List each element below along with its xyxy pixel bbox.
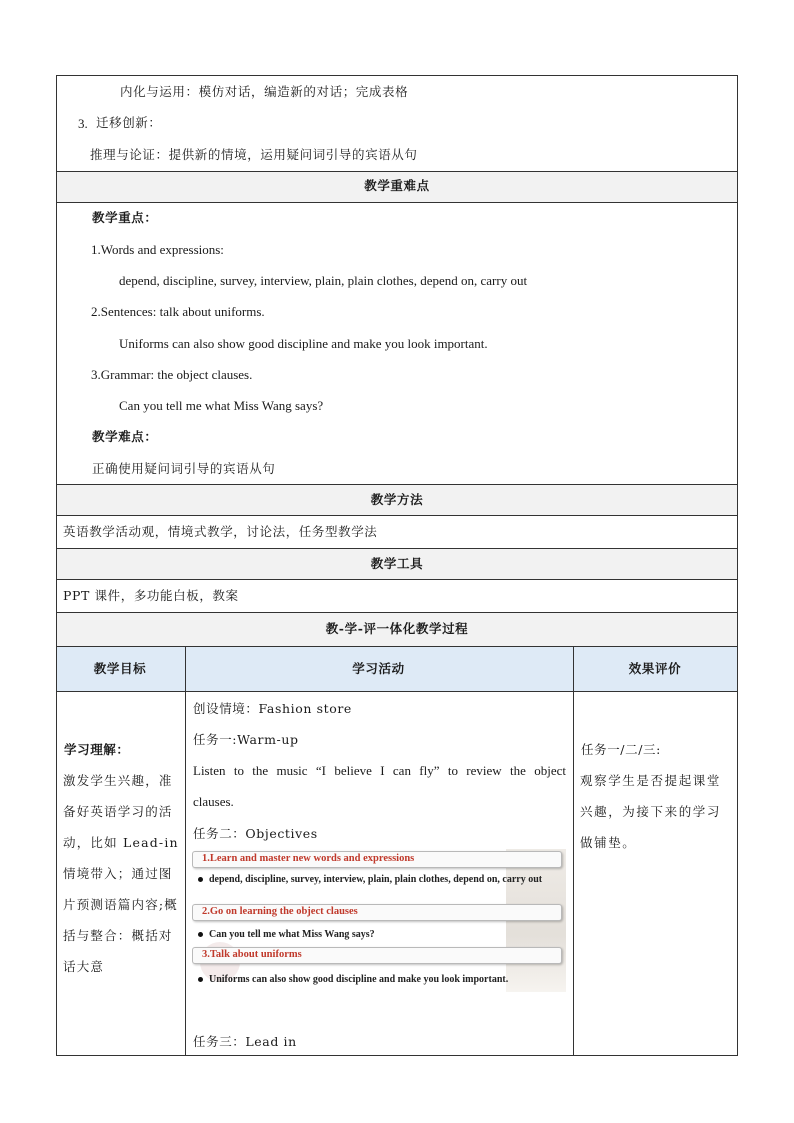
activity-listen: Listen to the music “I believe I can fly” to review the object clauses. — [193, 763, 566, 809]
words-title: 1.Words and expressions: — [91, 242, 224, 257]
divider — [57, 612, 737, 613]
sentences-detail: Uniforms can also show good discipline and make you look important. — [119, 336, 488, 351]
divider — [57, 579, 737, 580]
col-eval-header: 效果评价 — [628, 661, 682, 676]
method-header: 教学方法 — [370, 492, 424, 507]
key-points-header: 教学重难点 — [364, 178, 430, 193]
eval-task: 任务一/二/三: — [581, 742, 661, 757]
top-line-internalize: 内化与运用：模仿对话，编造新的对话；完成表格 — [120, 84, 409, 99]
method-text: 英语教学活动观，情境式教学，讨论法，任务型教学法 — [63, 524, 378, 539]
focus-label: 教学重点： — [92, 210, 158, 225]
col-goal-header: 教学目标 — [93, 661, 147, 676]
objective-title-2: 2.Go on learning the object clauses — [202, 906, 358, 917]
column-divider — [185, 646, 186, 1056]
process-header: 教-学-评一体化教学过程 — [325, 621, 469, 636]
tools-header: 教学工具 — [370, 556, 424, 571]
difficulty-label: 教学难点： — [92, 429, 158, 444]
objective-bullet-2: Can you tell me what Miss Wang says? — [198, 929, 375, 941]
activity-scene: 创设情境：Fashion store — [193, 701, 352, 716]
divider — [57, 646, 737, 647]
top-line-reasoning: 推理与论证：提供新的情境，运用疑问词引导的宾语从句 — [90, 147, 418, 162]
goal-label: 学习理解： — [64, 742, 130, 757]
activity-task1: 任务一:Warm-up — [193, 732, 299, 747]
divider — [57, 515, 737, 516]
divider — [57, 548, 737, 549]
divider — [57, 484, 737, 485]
bullet-icon — [198, 932, 203, 937]
objective-title-1: 1.Learn and master new words and expressions — [202, 853, 415, 864]
top-line-transfer: 迁移创新： — [96, 115, 162, 130]
grammar-detail: Can you tell me what Miss Wang says? — [119, 398, 324, 413]
objective-bullet-1: depend, discipline, survey, interview, plain, plain clothes, depend on, carry out — [198, 874, 553, 886]
objective-bullet-3: Uniforms can also show good discipline and make you look important. — [198, 974, 508, 986]
column-divider — [573, 646, 574, 1056]
bullet-icon — [198, 977, 203, 982]
tools-text: PPT 课件，多功能白板，教案 — [63, 588, 239, 603]
activity-task3: 任务三：Lead in — [193, 1034, 297, 1049]
words-detail: depend, discipline, survey, interview, plain, plain clothes, depend on, carry out — [119, 273, 528, 288]
col-activity-header: 学习活动 — [352, 661, 405, 676]
grammar-title: 3.Grammar: the object clauses. — [91, 367, 253, 382]
objective-title-3: 3.Talk about uniforms — [202, 949, 302, 960]
divider — [57, 691, 737, 692]
objectives-slide — [192, 849, 566, 992]
divider — [57, 202, 737, 203]
difficulty-text: 正确使用疑问词引导的宾语从句 — [92, 461, 276, 476]
goal-text: 激发学生兴趣，准备好英语学习的活动，比如 Lead-in 情境带入；通过图片预测语篇内容;概括与整合：概括对话大意 — [63, 773, 179, 974]
eval-text: 观察学生是否提起课堂兴趣，为接下来的学习做铺垫。 — [580, 773, 722, 850]
divider — [57, 171, 737, 172]
sentences-title: 2.Sentences: talk about uniforms. — [91, 304, 265, 319]
activity-task2: 任务二：Objectives — [193, 826, 318, 841]
top-line-num: 3. — [78, 116, 88, 131]
bullet-icon — [198, 877, 203, 882]
